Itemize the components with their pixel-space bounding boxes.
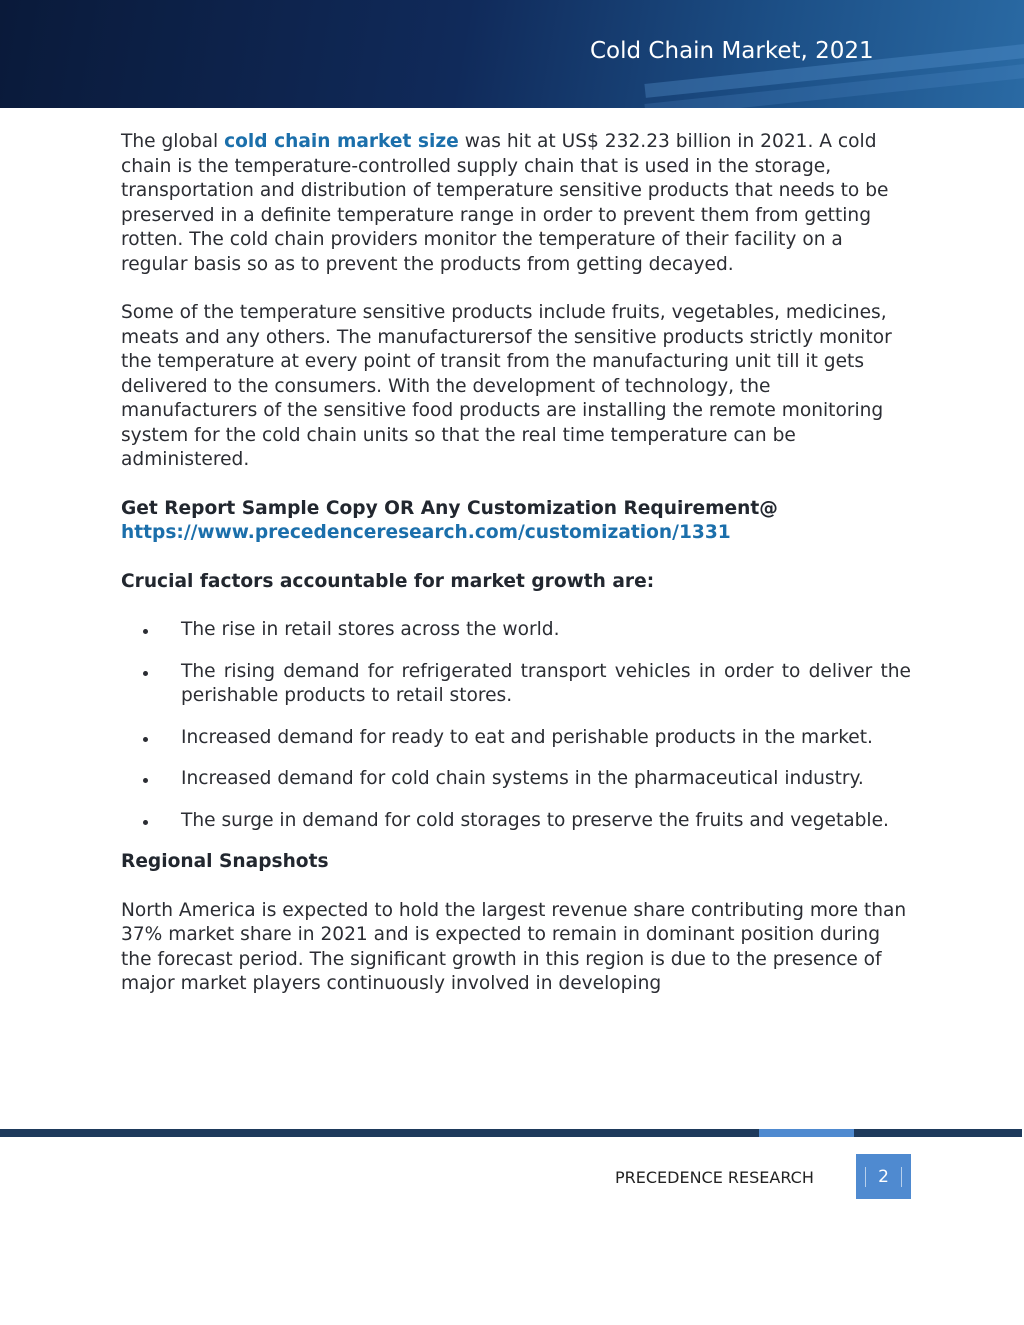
market-size-link[interactable]: cold chain market size	[224, 131, 459, 152]
list-item	[121, 809, 911, 834]
list-item	[121, 618, 911, 643]
intro-text-start: The global	[121, 131, 225, 152]
list-item	[121, 767, 911, 792]
footer-divider-accent	[759, 1129, 854, 1137]
cta-label: Get Report Sample Copy OR Any Customization Requirement@	[121, 497, 778, 519]
list-item-text: Increased demand for ready to eat and perishable products in the market.	[181, 726, 873, 748]
bullet-icon	[143, 820, 148, 825]
bullet-icon	[143, 629, 148, 634]
list-item-text: The rising demand for refrigerated transport vehicles in order to deliver the perishable products to retail stores.	[181, 660, 911, 706]
document-body	[121, 130, 911, 1021]
page-header-banner	[0, 0, 1024, 108]
regional-paragraph: North America is expected to hold the largest revenue share contributing more than 37% market share in 2021 and is expected to remain in dominant position during the forecast period. The significant growth in this region is due to the presence of major market players continuously involved in developing	[121, 899, 907, 994]
list-item-text: Increased demand for cold chain systems in the pharmaceutical industry.	[181, 768, 864, 789]
customization-link[interactable]: https://www.precedenceresearch.com/customization/1331	[121, 522, 731, 543]
factors-heading: Crucial factors accountable for market growth are:	[121, 570, 655, 592]
intro-paragraph	[121, 130, 911, 277]
page-number-box	[856, 1154, 911, 1199]
bullet-icon	[143, 671, 148, 676]
list-item	[121, 726, 911, 751]
list-item-text: The surge in demand for cold storages to preserve the fruits and vegetable.	[181, 809, 889, 831]
bullet-icon	[143, 737, 148, 742]
products-paragraph: Some of the temperature sensitive products include fruits, vegetables, medicines, meats and any others. The manufacturersof the sensitive products strictly monitor the temperature at every point of transit from the manufacturing unit till it gets delivered to the consumers. With the development of technology, the manufacturers of the sensitive food products are installing the remote monitoring system for the cold chain units so that the real time temperature can be administered.	[121, 302, 892, 470]
footer-brand: PRECEDENCE RESEARCH	[615, 1168, 814, 1187]
list-item	[121, 660, 911, 709]
list-item-text: The rise in retail stores across the world.	[181, 619, 560, 640]
bullet-icon	[143, 778, 148, 783]
footer-divider	[0, 1129, 1022, 1137]
header-title: Cold Chain Market, 2021	[590, 38, 874, 64]
cta-paragraph	[121, 497, 911, 546]
regional-heading: Regional Snapshots	[121, 851, 329, 872]
page-number: 2	[865, 1167, 902, 1187]
intro-text-rest: was hit at US$ 232.23 billion in 2021. A cold chain is the temperature-controlled supply chain that is used in the storage, transportation and distribution of temperature sensitive products that needs to be preserved in a definite temperature range in order to prevent them from getting rotten. The cold chain providers monitor the temperature of their facility on a regular basis so as to prevent the products from getting decayed.	[121, 131, 889, 275]
factors-list	[121, 618, 911, 833]
